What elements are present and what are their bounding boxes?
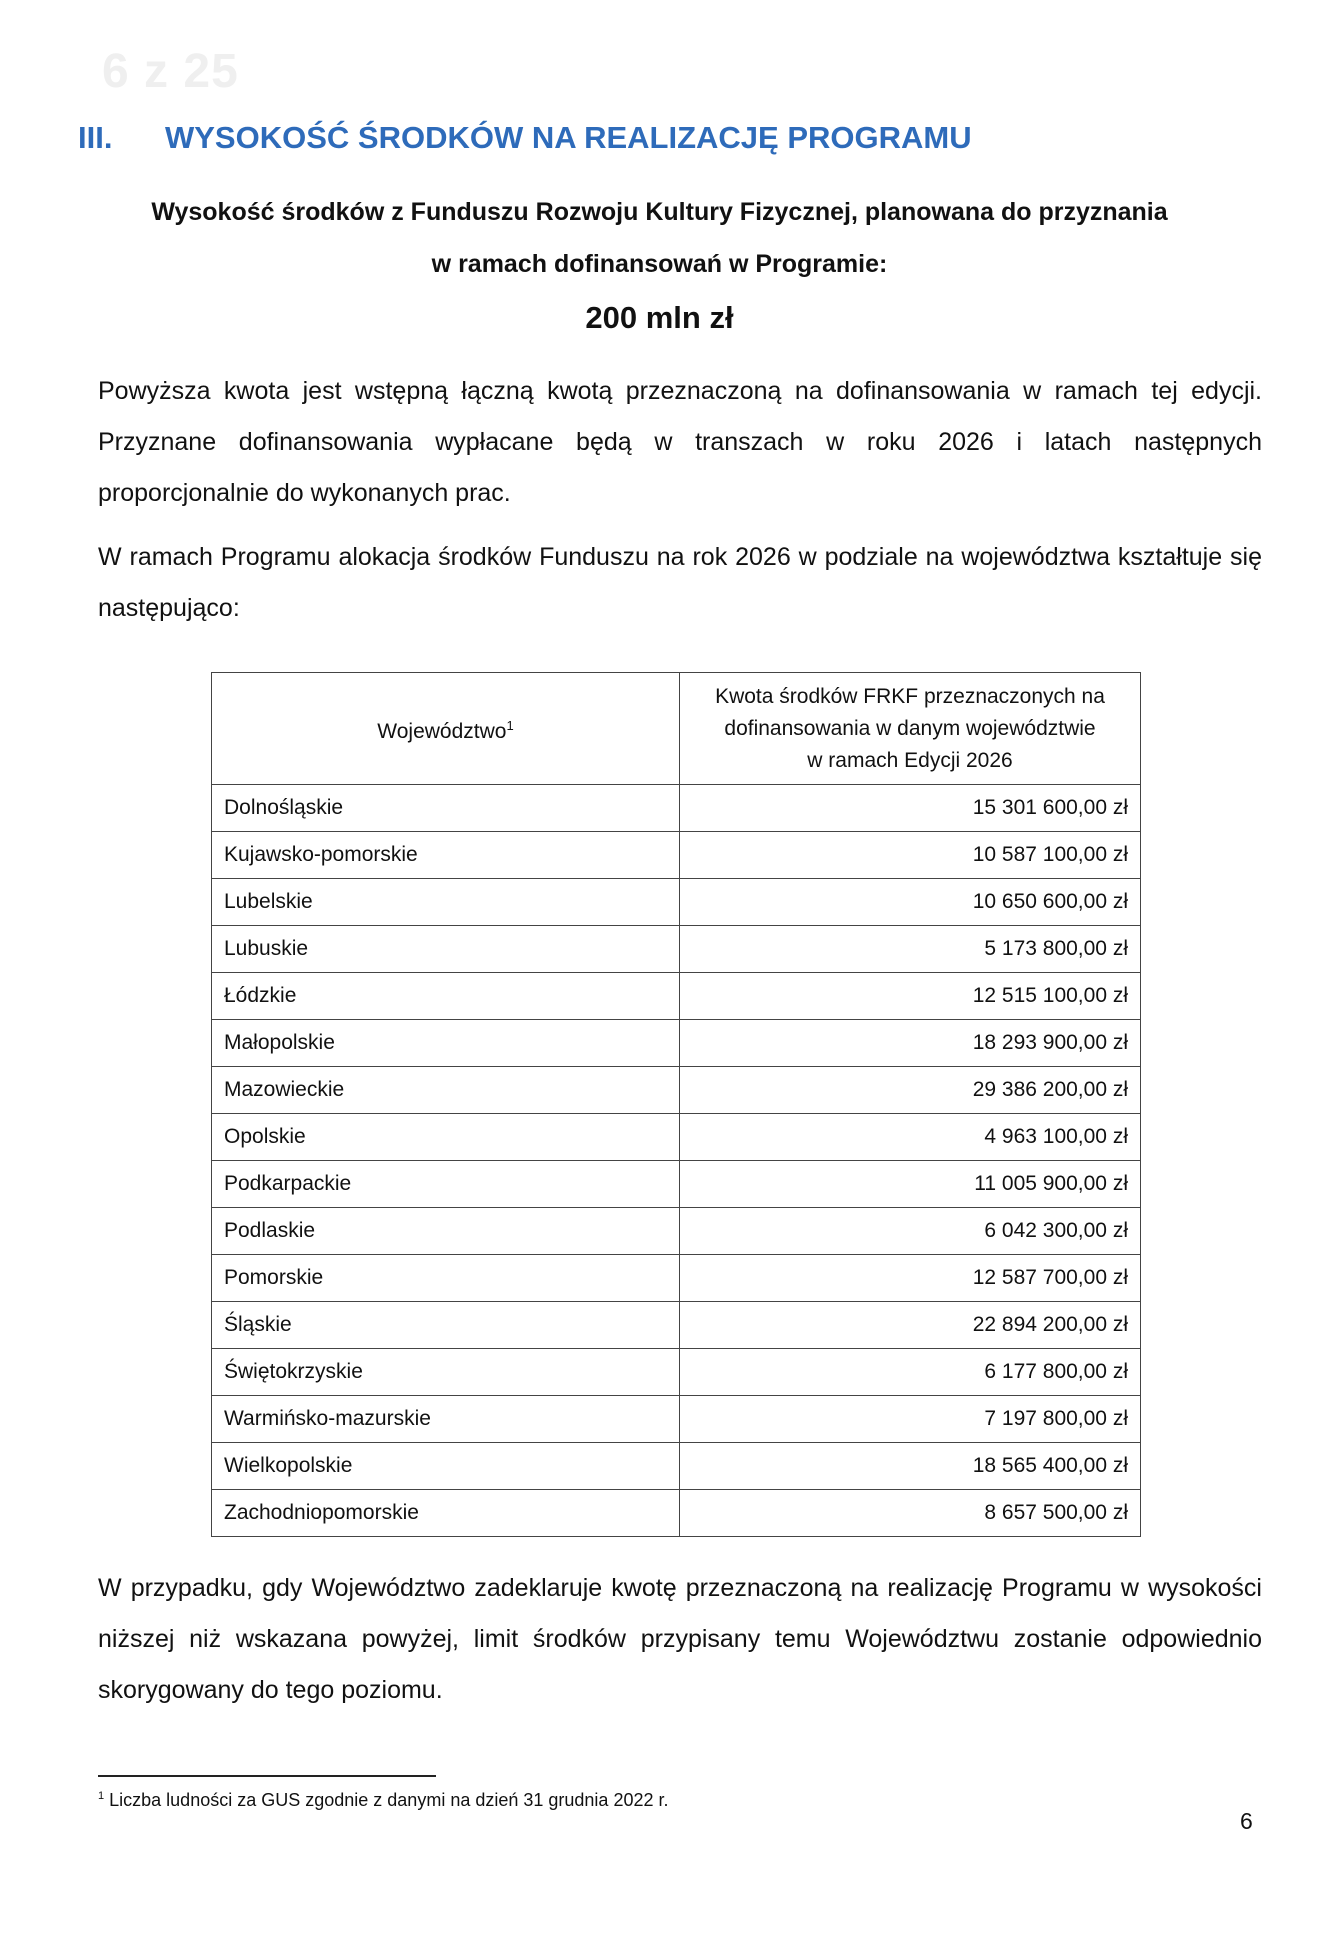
page-number: 6 bbox=[1240, 1808, 1253, 1834]
table-row bbox=[212, 1161, 1141, 1208]
header-amount-line-1: Kwota środków FRKF przeznaczonych na bbox=[715, 684, 1105, 708]
header-region bbox=[212, 673, 680, 785]
header-amount-line-2: dofinansowania w danym województwie bbox=[724, 716, 1096, 740]
footnote bbox=[98, 1790, 669, 1811]
footnote-text: Liczba ludności za GUS zgodnie z danymi na dzień 31 grudnia 2022 r. bbox=[109, 1790, 669, 1810]
amount-cell: 6 177 800,00 zł bbox=[680, 1349, 1141, 1396]
table-row bbox=[212, 1020, 1141, 1067]
amount-cell: 8 657 500,00 zł bbox=[680, 1490, 1141, 1537]
footnote-ref[interactable]: 1 bbox=[506, 717, 514, 733]
paragraph-allocation: W ramach Programu alokacja środków Funduszu na rok 2026 w podziale na województwa kształtuje się następująco: bbox=[98, 543, 1262, 622]
table-row bbox=[212, 926, 1141, 973]
header-region-label: Województwo bbox=[377, 719, 507, 743]
amount-cell: 18 293 900,00 zł bbox=[680, 1020, 1141, 1067]
region-cell: Dolnośląskie bbox=[212, 785, 680, 832]
amount-cell: 11 005 900,00 zł bbox=[680, 1161, 1141, 1208]
region-cell: Wielkopolskie bbox=[212, 1443, 680, 1490]
table-row bbox=[212, 785, 1141, 832]
amount-cell: 12 515 100,00 zł bbox=[680, 973, 1141, 1020]
region-cell: Łódzkie bbox=[212, 973, 680, 1020]
section-heading bbox=[78, 120, 972, 156]
paragraph-intro: Powyższa kwota jest wstępną łączną kwotą przeznaczoną na dofinansowania w ramach tej edycji. Przyznane dofinansowania wypłacane będą w transzach w roku 2026 i latach następnych proporcjonalnie do wykonanych prac. bbox=[98, 377, 1262, 507]
amount-cell: 12 587 700,00 zł bbox=[680, 1255, 1141, 1302]
table-row bbox=[212, 1208, 1141, 1255]
amount-cell: 6 042 300,00 zł bbox=[680, 1208, 1141, 1255]
amount-cell: 10 650 600,00 zł bbox=[680, 879, 1141, 926]
allocation-table bbox=[211, 672, 1141, 1537]
table-row bbox=[212, 1114, 1141, 1161]
total-amount: 200 mln zł bbox=[585, 300, 734, 335]
footnote-divider bbox=[98, 1775, 436, 1777]
table-row bbox=[212, 1067, 1141, 1114]
header-amount bbox=[680, 673, 1141, 785]
amount-cell: 22 894 200,00 zł bbox=[680, 1302, 1141, 1349]
table-row bbox=[212, 1396, 1141, 1443]
header-amount-line-3: w ramach Edycji 2026 bbox=[807, 748, 1013, 772]
table-row bbox=[212, 1302, 1141, 1349]
region-cell: Śląskie bbox=[212, 1302, 680, 1349]
amount-cell: 10 587 100,00 zł bbox=[680, 832, 1141, 879]
region-cell: Lubuskie bbox=[212, 926, 680, 973]
region-cell: Świętokrzyskie bbox=[212, 1349, 680, 1396]
subtitle-line-2: w ramach dofinansowań w Programie: bbox=[431, 250, 888, 278]
amount-cell: 15 301 600,00 zł bbox=[680, 785, 1141, 832]
table-row bbox=[212, 973, 1141, 1020]
amount-cell: 18 565 400,00 zł bbox=[680, 1443, 1141, 1490]
region-cell: Zachodniopomorskie bbox=[212, 1490, 680, 1537]
section-number: III. bbox=[78, 120, 113, 155]
amount-cell: 5 173 800,00 zł bbox=[680, 926, 1141, 973]
table-row bbox=[212, 832, 1141, 879]
table-row bbox=[212, 1349, 1141, 1396]
amount-cell: 29 386 200,00 zł bbox=[680, 1067, 1141, 1114]
region-cell: Małopolskie bbox=[212, 1020, 680, 1067]
paragraph-adjustment: W przypadku, gdy Województwo zadeklaruje kwotę przeznaczoną na realizację Programu w wysokości niższej niż wskazana powyżej, limit środków przypisany temu Województwu zostanie odpowiednio skorygowany do tego poziomu. bbox=[98, 1574, 1262, 1704]
table-row bbox=[212, 1490, 1141, 1537]
amount-cell: 7 197 800,00 zł bbox=[680, 1396, 1141, 1443]
region-cell: Pomorskie bbox=[212, 1255, 680, 1302]
region-cell: Mazowieckie bbox=[212, 1067, 680, 1114]
footnote-marker: 1 bbox=[98, 1790, 105, 1802]
region-cell: Podkarpackie bbox=[212, 1161, 680, 1208]
amount-cell: 4 963 100,00 zł bbox=[680, 1114, 1141, 1161]
subtitle-line-1: Wysokość środków z Funduszu Rozwoju Kultury Fizycznej, planowana do przyznania bbox=[151, 198, 1168, 226]
page-counter: 6 z 25 bbox=[102, 45, 239, 98]
region-cell: Opolskie bbox=[212, 1114, 680, 1161]
table-row bbox=[212, 879, 1141, 926]
table-header-row bbox=[212, 673, 1141, 785]
table-row bbox=[212, 1443, 1141, 1490]
region-cell: Warmińsko-mazurskie bbox=[212, 1396, 680, 1443]
region-cell: Lubelskie bbox=[212, 879, 680, 926]
section-title: WYSOKOŚĆ ŚRODKÓW NA REALIZACJĘ PROGRAMU bbox=[165, 120, 972, 155]
table-row bbox=[212, 1255, 1141, 1302]
region-cell: Kujawsko-pomorskie bbox=[212, 832, 680, 879]
region-cell: Podlaskie bbox=[212, 1208, 680, 1255]
